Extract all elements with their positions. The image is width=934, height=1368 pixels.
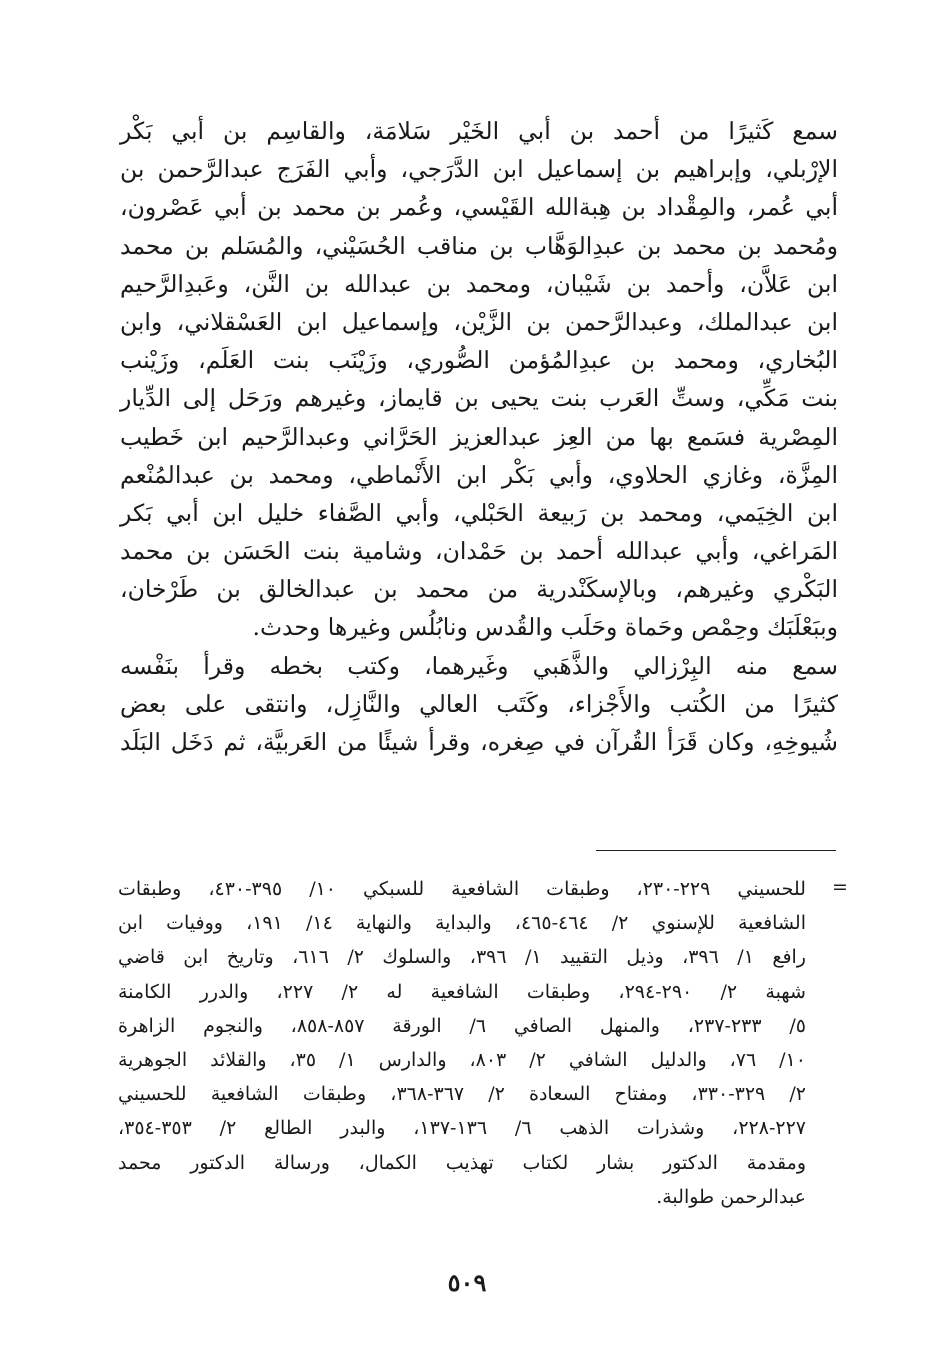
footnote-line: ومقدمة الدكتور بشار لكتاب تهذيب الكمال، ورسالة الدكتور محمد (118, 1151, 806, 1174)
paragraph-1 (120, 112, 838, 647)
text-line: البُخاري، ومحمد بن عبدِالمُؤمن الصُّوري، وزَيْنَب بنت العَلَم، وزَيْنب (120, 346, 838, 375)
footnote-line: ٥/ ٢٣٣-٢٣٧، والمنهل الصافي ٦/ الورقة ٨٥٧-٨٥٨، والنجوم الزاهرة (118, 1014, 806, 1037)
text-line: البَكْري وغيرهم، وبالإسكَنْدرية من محمد بن عبدالخالق بن طَرْخان، (120, 575, 838, 604)
paragraph-2 (120, 647, 838, 762)
text-line: ومُحمد بن محمد بن عبدِالوَهَّاب بن مناقب الحُسَيْني، والمُسَلم بن محمد (120, 231, 838, 260)
footnote-line: عبدالرحمن طوالبة. (656, 1185, 806, 1208)
text-line: أبي عُمر، والمِقْداد بن هِبةالله القَيْسي، وعُمر بن محمد بن أبي عَصْرون، (120, 193, 838, 222)
text-line: شُيوخِهِ، وكان قَرَأ القُرآن في صِغره، وقرأ شيئًا من العَربيَّة، ثم دَخَل البَلَد (120, 728, 838, 756)
page-number: ٥٠٩ (447, 1268, 487, 1297)
main-text (120, 112, 838, 761)
text-line: وببَعْلَبَك وحِمْص وحَماة وحَلَب والقُدس ونابُلُس وغيرها وحدث. (252, 613, 838, 642)
text-line: الإرْبلي، وإبراهيم بن إسماعيل ابن الدَّرَجي، وأبي الفَرَج عبدالرَّحمن بن (120, 155, 838, 184)
text-line: المَراغي، وأبي عبدالله أحمد بن حَمْدان، وشامية بنت الحَسَن بن محمد (120, 537, 838, 566)
footnote-line: الشافعية للإسنوي ٢/ ٤٦٤-٤٦٥، والبداية والنهاية ١٤/ ١٩١، ووفيات ابن (118, 912, 806, 935)
text-line: كثيرًا من الكُتب والأَجْزاء، وكَتَب العالي والنَّازِل، وانتقى على بعض (120, 689, 838, 718)
footnote-line: ١٠/ ٧٦، والدليل الشافي ٢/ ٨٠٣، والدارس ١/ ٣٥، والقلائد الجوهرية (118, 1048, 806, 1071)
text-line: سمع كَثيرًا من أحمد بن أبي الخَيْر سَلامَة، والقاسِم بن أبي بَكْر (120, 117, 838, 145)
footnote-line: ٢٢٧-٢٢٨، وشذرات الذهب ٦/ ١٣٦-١٣٧، والبدر الطالع ٢/ ٣٥٣-٣٥٤، (118, 1117, 806, 1140)
footnote-continuation-marker: = (832, 876, 848, 898)
text-line: المِزَّة، وغازي الحلاوي، وأبي بَكْر ابن الأَنْماطي، ومحمد بن عبدالمُنْعم (120, 460, 838, 489)
text-line: ابن الخِيَمي، ومحمد بن رَبيعة الحَبْلي، وأبي الصَّفاء خليل ابن أبي بَكر (120, 498, 838, 527)
footnote-line: للحسيني ٢٢٩-٢٣٠، وطبقات الشافعية للسبكي ١٠/ ٣٩٥-٤٣٠، وطبقات (118, 878, 806, 900)
footnote-block (118, 872, 806, 1214)
footnote-line: ٢/ ٣٢٩-٣٣٠، ومفتاح السعادة ٢/ ٣٦٧-٣٦٨، وطبقات الشافعية للحسيني (118, 1083, 806, 1106)
text-line: بنت مَكِّي، وستِّ العَرب بنت يحيى بن قايماز، وغيرهم ورَحَل إلى الدِّيار (120, 384, 838, 413)
text-line: ابن عبدالملك، وعبدالرَّحمن بن الزَّيْن، وإسماعيل ابن العَسْقلاني، وابن (120, 307, 838, 336)
text-line: ابن عَلاَّن، وأحمد بن شَيْبان، ومحمد بن عبدالله بن النَّن، وعَبدِالرَّحيم (120, 269, 838, 298)
footnote-line: رافع ١/ ٣٩٦، وذيل التقييد ١/ ٣٩٦، والسلوك ٢/ ٦١٦، وتاريخ ابن قاضي (118, 946, 806, 969)
footnote-line: شهبة ٢/ ٢٩٠-٢٩٤، وطبقات الشافعية له ٢/ ٢٢٧، والدرر الكامنة (118, 980, 806, 1003)
text-line: المِصْرية فسَمع بها من العِز عبدالعزيز الحَرَّاني وعبدالرَّحيم ابن خَطيب (120, 422, 838, 451)
footnote-divider (596, 850, 836, 851)
text-line: سمع منه البِرْزالي والذَّهَبي وغَيرهما، وكتب بخطه وقرأ بنَفْسه (120, 651, 838, 680)
